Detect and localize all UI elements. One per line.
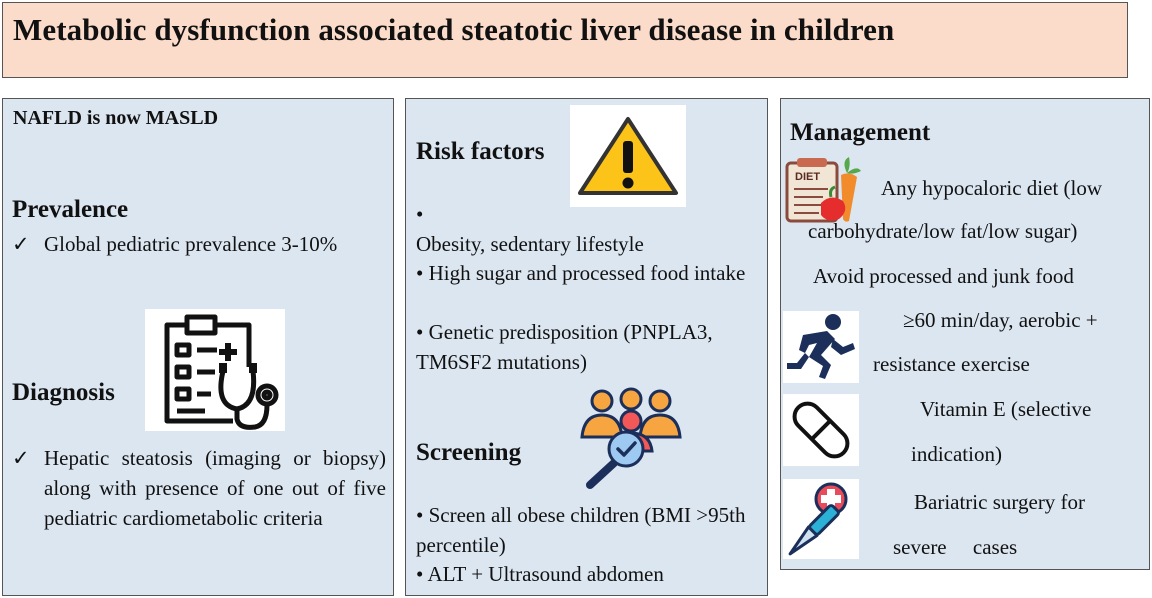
screening-item-alt-text: ALT + Ultrasound abdomen	[427, 562, 664, 586]
screening-item-alt	[416, 559, 761, 589]
diagnosis-item	[12, 443, 386, 533]
risk-item-genetic-text: Genetic predisposition (PNPLA3, TM6SF2 mutations)	[416, 320, 713, 374]
diagnosis-title: Diagnosis	[12, 379, 115, 406]
avoid-processed-food: Avoid processed and junk food	[813, 264, 1074, 288]
risk-empty-bullet: •	[416, 202, 424, 226]
exercise-line2: resistance exercise	[873, 352, 1030, 376]
bullet-glyph: •	[416, 562, 424, 586]
risk-item-sugar	[416, 258, 761, 288]
runner-icon	[783, 311, 859, 383]
diagnosis-list	[12, 443, 386, 533]
bullet-glyph: •	[416, 320, 424, 344]
screening-title: Screening	[416, 439, 522, 466]
surgery-line1: Bariatric surgery for	[914, 490, 1086, 514]
prevalence-item-text: Global pediatric prevalence 3-10%	[44, 232, 338, 256]
surgery-line2: severe cases	[893, 535, 1018, 559]
risk-factors-title: Risk factors	[416, 138, 545, 165]
diet-line2: carbohydrate/low fat/low sugar)	[808, 219, 1078, 243]
diagnosis-item-text: Hepatic steatosis (imaging or biopsy) along with presence of one out of five pediatric cardiometabolic criteria	[44, 446, 386, 530]
title-banner	[2, 2, 1128, 78]
bullet-glyph: •	[416, 503, 424, 527]
management-title: Management	[790, 119, 931, 146]
prevalence-title: Prevalence	[12, 196, 129, 223]
check-icon: ✓	[12, 232, 30, 256]
group-search-icon	[576, 387, 686, 491]
clipboard-stethoscope-icon	[145, 309, 285, 431]
check-icon: ✓	[12, 446, 30, 470]
vitamin-line1: Vitamin E (selective	[920, 397, 1092, 421]
prevalence-list	[12, 229, 352, 259]
risk-item-sugar-text: High sugar and processed food intake	[428, 261, 746, 285]
panel-risk-screening	[405, 98, 768, 596]
bullet-glyph: •	[416, 261, 424, 285]
risk-item-obesity: Obesity, sedentary lifestyle	[416, 232, 644, 256]
diet-line1: Any hypocaloric diet (low	[881, 176, 1103, 200]
pill-icon	[783, 394, 859, 466]
panel-management	[780, 98, 1150, 570]
scalpel-icon	[783, 479, 859, 559]
prevalence-item	[12, 229, 352, 259]
screening-item-bmi	[416, 500, 761, 560]
diet-icon-label: DIET	[795, 171, 821, 183]
masld-heading: NAFLD is now MASLD	[13, 107, 219, 129]
risk-item-genetic	[416, 317, 761, 377]
screening-item-bmi-text: Screen all obese children (BMI >95th percentile)	[416, 503, 746, 557]
exercise-line1: ≥60 min/day, aerobic +	[903, 308, 1098, 332]
warning-icon	[570, 105, 686, 207]
vitamin-line2: indication)	[911, 442, 1002, 466]
page-title: Metabolic dysfunction associated steatotic liver disease in children	[13, 12, 895, 47]
panel-prevalence-diagnosis	[2, 98, 394, 596]
